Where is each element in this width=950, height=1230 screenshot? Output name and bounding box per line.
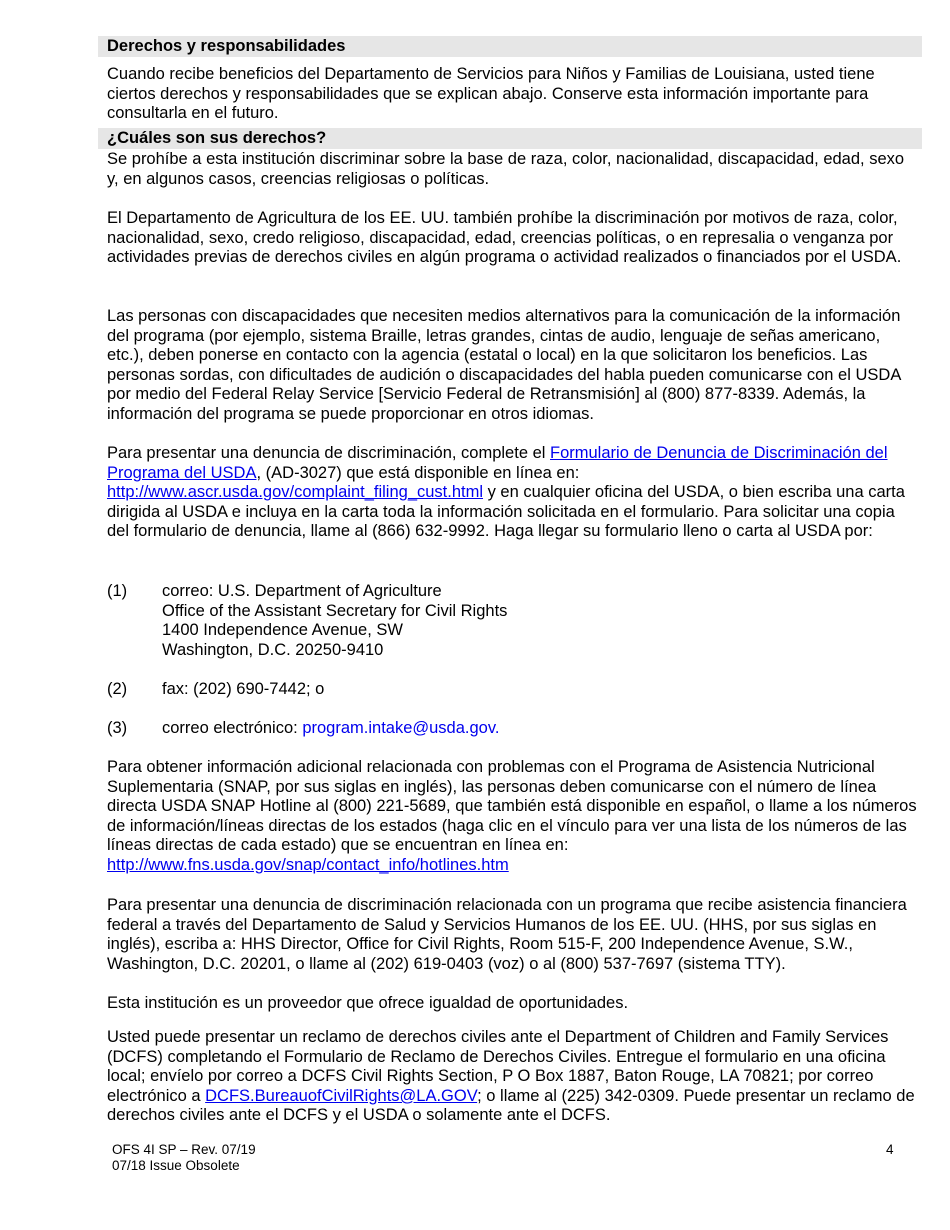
email-label: correo electrónico: <box>162 719 303 737</box>
list-item-fax: fax: (202) 690-7442; o <box>162 680 325 698</box>
mail-line-4: Washington, D.C. 20250-9410 <box>162 640 384 659</box>
usda-prohibition-text: El Departamento de Agricultura de los EE. UU. también prohíbe la discriminación por motivos de raza, color, nacionalidad, sexo, credo religioso, discapacidad, edad, creencias políticas, o en represalia o venganza por actividades previas de derechos civiles en algún programa o actividad realizados o financiados por el USDA. <box>107 209 902 267</box>
intro-paragraph <box>107 65 917 124</box>
footer-form-id: OFS 4I SP – Rev. 07/19 <box>112 1142 256 1157</box>
footer-obsolete: 07/18 Issue Obsolete <box>112 1158 240 1173</box>
mail-line-3: 1400 Independence Avenue, SW <box>162 621 403 640</box>
paragraph-usda-prohibition <box>107 209 917 268</box>
nondiscrimination-text: Se prohíbe a esta institución discriminar sobre la base de raza, color, nacionalidad, discapacidad, edad, sexo y, en algunos casos, creencias religiosas o políticas. <box>107 150 905 188</box>
footer-page-number: 4 <box>886 1142 894 1157</box>
dcfs-text <box>107 1028 917 1126</box>
paragraph-complaint <box>107 444 917 542</box>
program-intake-email-link[interactable]: program.intake@usda.gov. <box>302 719 500 737</box>
paragraph-snap-hotline <box>107 758 917 876</box>
mail-line-2: Office of the Assistant Secretary for Civil Rights <box>162 601 508 620</box>
list-number-3: (3) <box>107 719 128 737</box>
list-item-mail <box>162 582 862 660</box>
intro-text: Cuando recibe beneficios del Departamento de Servicios para Niños y Familias de Louisiana, usted tiene ciertos derechos y responsabilidades que se explican abajo. Conserve esta información importante para consultarla en el futuro. <box>107 65 875 123</box>
snap-hotlines-link[interactable]: http://www.fns.usda.gov/snap/contact_info/hotlines.htm <box>107 855 509 874</box>
equal-opportunity-text: Esta institución es un proveedor que ofrece igualdad de oportunidades. <box>107 994 629 1012</box>
complaint-text <box>107 444 917 542</box>
paragraph-equal-opportunity <box>107 994 917 1014</box>
complaint-text-a: Para presentar una denuncia de discriminación, complete el <box>107 444 551 462</box>
paragraph-disabilities <box>107 307 917 425</box>
paragraph-dcfs <box>107 1028 917 1126</box>
complaint-form-link[interactable]: Formulario de Denuncia de Discriminación del Programa del USDA <box>107 444 888 482</box>
complaint-text-b: , (AD-3027) que está disponible en línea en: <box>256 463 580 482</box>
snap-text-body: Para obtener información adicional relacionada con problemas con el Programa de Asistencia Nutricional Suplementaria (SNAP, por sus siglas en inglés), las personas deben comunicarse con el número de línea directa USDA SNAP Hotline al (800) 221-5689, que también está disponible en español, o llame a los números de información/líneas directas de los estados (haga clic en el vínculo para ver una lista de los números de las líneas directas de cada estado) que se encuentran en línea en: <box>107 758 917 855</box>
mail-line-1: correo: U.S. Department of Agriculture <box>162 582 442 600</box>
complaint-text-c: y en cualquier oficina del USDA, o bien escriba una carta dirigida al USDA e incluya en la carta toda la información solicitada en el formulario. Para solicitar una copia del formulario de denuncia, llame al (866) 632-9992. Haga llegar su formulario lleno o carta al USDA por: <box>107 483 905 541</box>
hhs-text: Para presentar una denuncia de discriminación relacionada con un programa que recibe asistencia financiera federal a través del Departamento de Salud y Servicios Humanos de los EE. UU. (HHS, por sus siglas en inglés), escriba a: HHS Director, Office for Civil Rights, Room 515-F, 200 Independence Avenue, S.W., Washington, D.C. 20201, o llame al (202) 619-0403 (voz) o al (800) 537-7697 (sistema TTY). <box>107 896 907 973</box>
paragraph-nondiscrimination <box>107 150 917 189</box>
dcfs-email-link[interactable]: DCFS.BureauofCivilRights@LA.GOV <box>205 1086 478 1105</box>
dcfs-text-a: Usted puede presentar un reclamo de derechos civiles ante el Department of Children and Family Services (DCFS) completando el Formulario de Reclamo de Derechos Civiles. Entregue el formulario en una oficina local; envíelo por correo a DCFS Civil Rights Section, P O Box 1887, Baton Rouge, LA 70821; por correo electrónico a <box>107 1028 889 1105</box>
list-item-email <box>162 719 862 739</box>
ascr-url-link[interactable]: http://www.ascr.usda.gov/complaint_filing_cust.html <box>107 483 484 502</box>
paragraph-hhs <box>107 896 917 974</box>
list-number-1: (1) <box>107 582 128 600</box>
section-heading-rights-responsibilities: Derechos y responsabilidades <box>98 36 922 57</box>
list-number-2: (2) <box>107 680 128 698</box>
snap-text <box>107 758 917 876</box>
dcfs-text-b: ; o llame al (225) 342-0309. Puede presentar un reclamo de derechos civiles ante el DCFS y el USDA o solamente ante el DCFS. <box>107 1086 915 1125</box>
disabilities-text: Las personas con discapacidades que necesiten medios alternativos para la comunicación de la información del programa (por ejemplo, sistema Braille, letras grandes, cintas de audio, lenguaje de señas americano, etc.), deben ponerse en contacto con la agencia (estatal o local) en la que solicitaron los beneficios. Las personas sordas, con dificultades de audición o discapacidades del habla pueden comunicarse con el USDA por medio del Federal Relay Service [Servicio Federal de Retransmisión] al (800) 877-8339. Además, la información del programa se puede proporcionar en otros idiomas. <box>107 307 901 423</box>
section-heading-your-rights: ¿Cuáles son sus derechos? <box>98 128 922 149</box>
